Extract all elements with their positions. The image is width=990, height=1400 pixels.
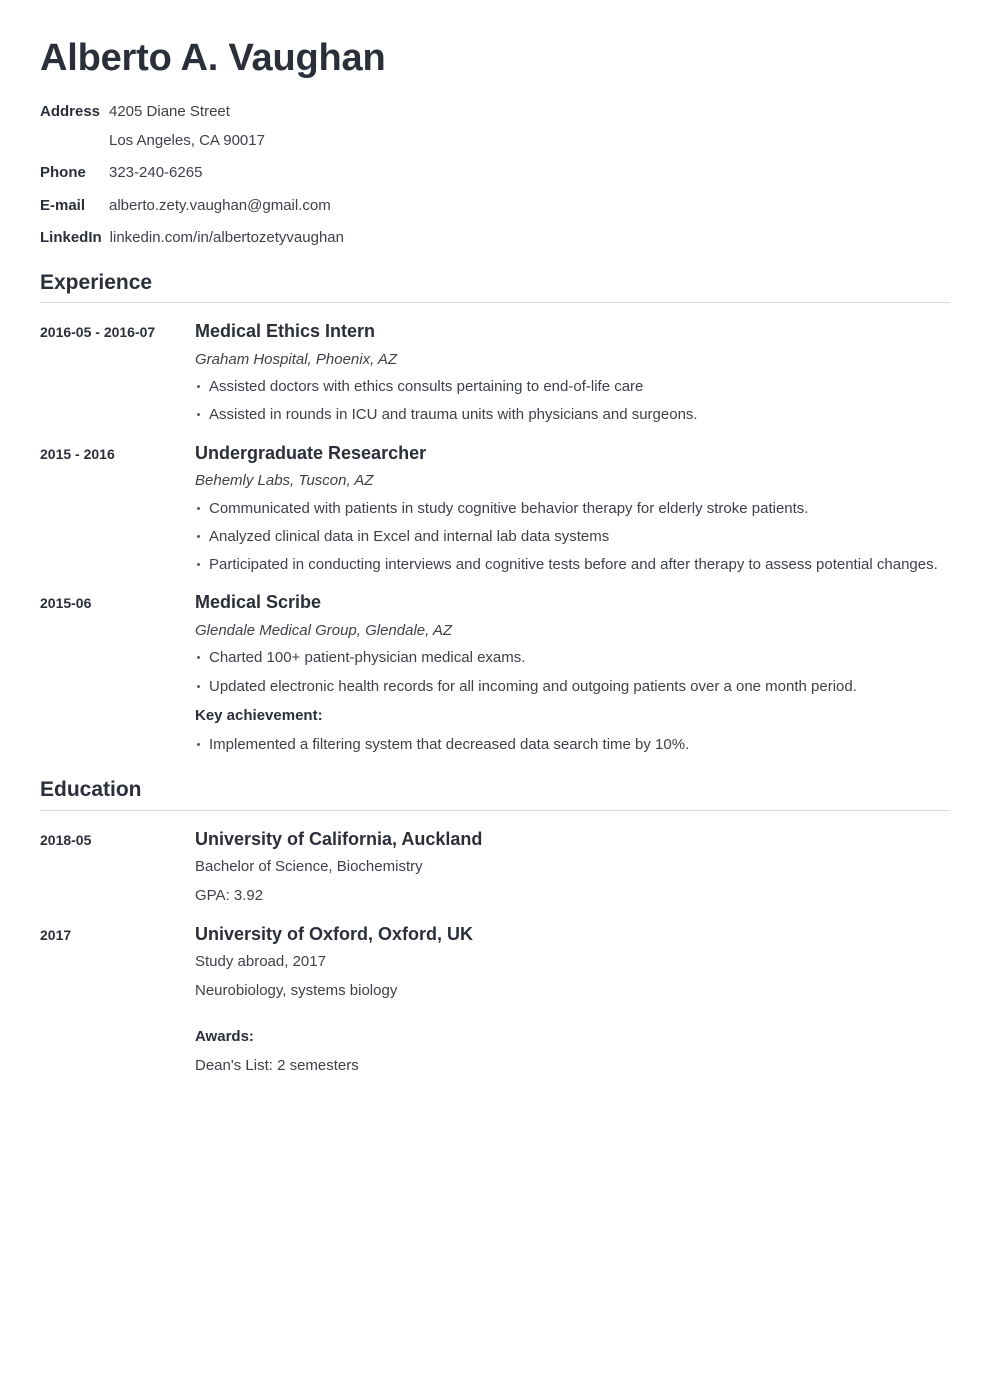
section-divider-experience (40, 302, 950, 303)
entry-bullets (195, 499, 950, 576)
list-item: Participated in conducting interviews and cognitive tests before and after therapy to assess potential changes. (195, 555, 950, 575)
education-subjects: Neurobiology, systems biology (195, 982, 398, 1000)
education-entry (40, 923, 950, 1077)
entry-bullets (195, 648, 950, 697)
entry-body (195, 320, 950, 426)
entry-job-title: Undergraduate Researcher (195, 442, 427, 463)
address-line-1: 4205 Diane Street (109, 102, 230, 120)
entry-school: University of California, Auckland (195, 828, 483, 849)
education-gpa: GPA: 3.92 (195, 887, 264, 905)
contact-value-linkedin[interactable]: linkedin.com/in/albertozetyvaughan (109, 228, 344, 246)
awards-item: Dean's List: 2 semesters (195, 1056, 359, 1074)
list-item: Analyzed clinical data in Excel and internal lab data systems (195, 527, 950, 547)
contact-row-linkedin (40, 228, 950, 248)
education-degree: Bachelor of Science, Biochemistry (195, 858, 423, 876)
section-title-education: Education (40, 778, 142, 802)
experience-entry (40, 591, 950, 755)
contact-details (40, 102, 950, 248)
page-title: Alberto A. Vaughan (40, 37, 386, 79)
awards-label: Awards: (195, 1027, 254, 1045)
key-achievement-label: Key achievement: (195, 706, 323, 724)
contact-label-email: E-mail (40, 196, 86, 214)
education-program: Study abroad, 2017 (195, 953, 326, 971)
entry-employer: Graham Hospital, Phoenix, AZ (195, 350, 398, 368)
contact-value-phone: 323-240-6265 (109, 164, 203, 182)
entry-job-title: Medical Ethics Intern (195, 321, 376, 342)
address-line-2: Los Angeles, CA 90017 (109, 132, 265, 150)
entry-bullets (195, 377, 950, 426)
entry-date: 2015-06 (40, 595, 92, 612)
experience-entry (40, 442, 950, 576)
entry-date: 2015 - 2016 (40, 445, 115, 462)
contact-value-email[interactable]: alberto.zety.vaughan@gmail.com (109, 196, 331, 214)
section-divider-education (40, 810, 950, 811)
contact-row-email (40, 196, 950, 216)
list-item: Assisted in rounds in ICU and trauma units with physicians and surgeons. (195, 405, 950, 425)
entry-body (195, 591, 950, 755)
entry-school: University of Oxford, Oxford, UK (195, 923, 474, 944)
entry-employer: Glendale Medical Group, Glendale, AZ (195, 621, 453, 639)
entry-date: 2017 (40, 926, 72, 943)
section-title-experience: Experience (40, 271, 153, 295)
section-education (40, 777, 950, 1076)
entry-employer: Behemly Labs, Tuscon, AZ (195, 472, 374, 490)
education-entry (40, 828, 950, 907)
entry-body (195, 828, 950, 907)
list-item: Assisted doctors with ethics consults pertaining to end-of-life care (195, 377, 950, 397)
list-item: Implemented a filtering system that decreased data search time by 10%. (195, 735, 950, 755)
experience-entry (40, 320, 950, 426)
contact-label-phone: Phone (40, 164, 86, 182)
contact-value-address (109, 102, 265, 152)
list-item: Charted 100+ patient-physician medical exams. (195, 648, 950, 668)
entry-body (195, 442, 950, 576)
entry-date: 2016-05 - 2016-07 (40, 324, 156, 341)
contact-label-address: Address (40, 102, 101, 120)
list-item: Updated electronic health records for all incoming and outgoing patients over a one month period. (195, 677, 950, 697)
entry-date: 2018-05 (40, 831, 92, 848)
contact-row-phone (40, 163, 950, 183)
contact-row-address (40, 102, 950, 152)
contact-label-linkedin: LinkedIn (40, 228, 102, 246)
entry-body (195, 923, 950, 1077)
section-experience (40, 270, 950, 755)
key-achievement-bullets (195, 735, 950, 755)
list-item: Communicated with patients in study cognitive behavior therapy for elderly stroke patients. (195, 499, 950, 519)
entry-job-title: Medical Scribe (195, 592, 322, 613)
